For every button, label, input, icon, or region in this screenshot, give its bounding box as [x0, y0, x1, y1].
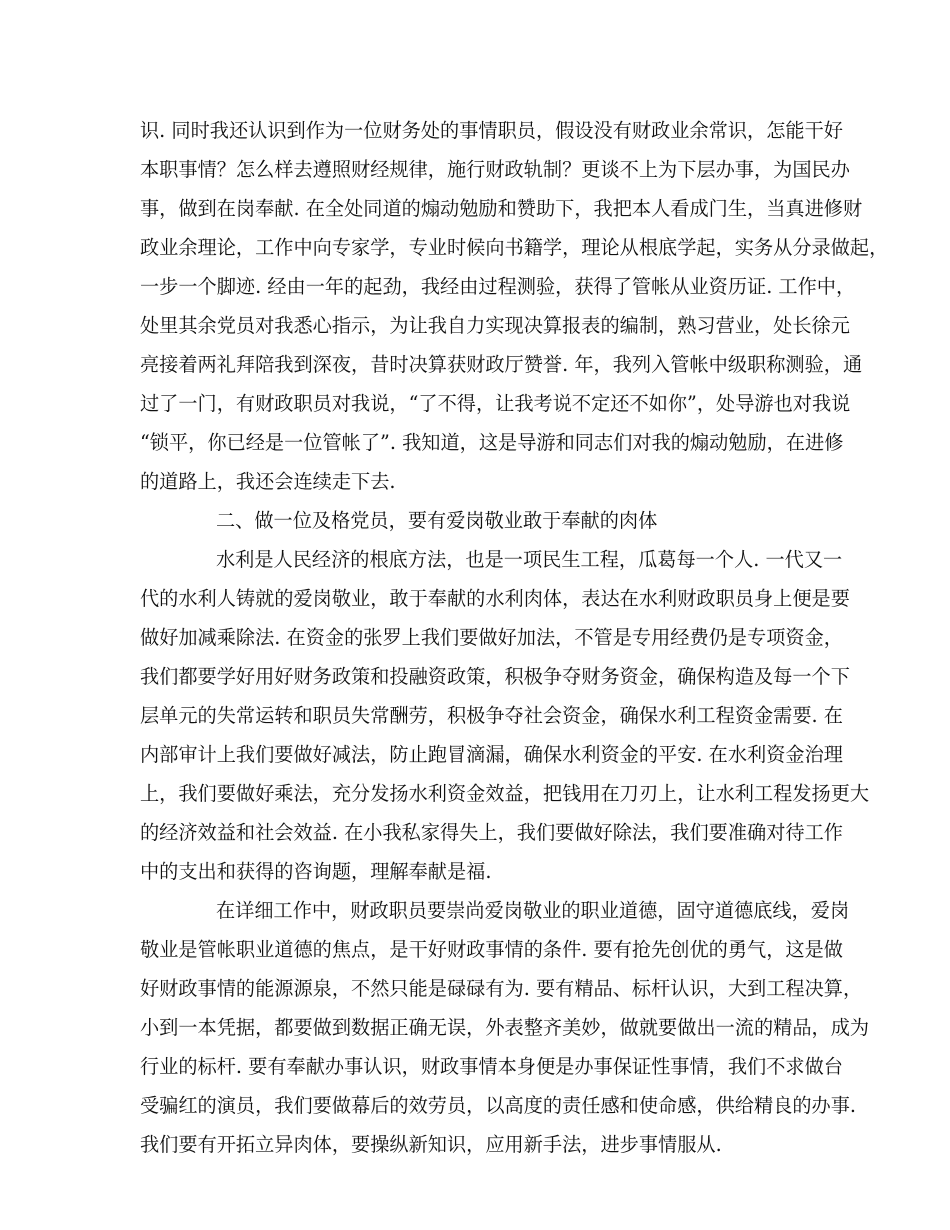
text-line: “锁平，你已经是一位管帐了”. 我知道，这是导游和同志们对我的煽动勉励，在进修	[140, 431, 844, 454]
text-line: 事，做到在岗奉献. 在全处同道的煽动勉励和赞助下，我把本人看成门生，当真进修财	[140, 197, 863, 220]
text-line: 一步一个脚迹. 经由一年的起劲，我经由过程测验，获得了管帐从业资历证. 工作中，	[140, 275, 856, 298]
text-line: 好财政事情的能源源泉，不然只能是碌碌有为. 要有精品、标杆认识，大到工程决算，	[140, 977, 863, 1000]
text-line: 做好加减乘除法. 在资金的张罗上我们要做好加法，不管是专用经费仍是专项资金，	[140, 626, 843, 649]
text-line: 过了一门，有财政职员对我说，“了不得，让我考说不定还不如你”，处导游也对我说	[140, 392, 851, 415]
text-line: 行业的标杆. 要有奉献办事认识，财政事情本身便是办事保证性事情，我们不求做台	[140, 1055, 843, 1078]
text-line: 小到一本凭据，都要做到数据正确无误，外表整齐美妙，做就要做出一流的精品，成为	[140, 1016, 870, 1039]
text-line: 上，我们要做好乘法，充分发扬水利资金效益，把钱用在刀刃上，让水利工程发扬更大	[140, 782, 870, 805]
paragraph-3	[140, 891, 870, 1164]
text-line: 政业余理论，工作中向专家学，专业时候向书籍学，理论从根底学起，实务从分录做起，	[140, 236, 889, 259]
text-line: 的道路上，我还会连续走下去.	[140, 470, 396, 493]
text-line: 本职事情？怎么样去遵照财经规律，施行财政轨制？更谈不上为下层办事，为国民办	[140, 158, 850, 181]
text-line: 水利是人民经济的根底方法，也是一项民生工程，瓜葛每一个人. 一代又一	[216, 548, 843, 571]
text-line: 层单元的失常运转和职员失常酬劳，积极争夺社会资金，确保水利工程资金需要. 在	[140, 704, 843, 727]
text-line: 代的水利人铸就的爱岗敬业，敢于奉献的水利肉体，表达在水利财政职员身上便是要	[140, 587, 850, 610]
text-line: 处里其余党员对我悉心指示，为让我自力实现决算报表的编制，熟习营业，处长徐元	[140, 314, 850, 337]
text-line: 在详细工作中，财政职员要崇尚爱岗敬业的职业道德，固守道德底线，爱岗	[216, 899, 850, 922]
section-heading: 二、做一位及格党员，要有爱岗敬业敢于奉献的肉体	[216, 509, 658, 532]
text-line: 我们都要学好用好财务政策和投融资政策，积极争夺财务资金，确保构造及每一个下	[140, 665, 850, 688]
text-line: 受骗红的演员，我们要做幕后的效劳员，以高度的责任感和使命感，供给精良的办事.	[140, 1094, 857, 1117]
document-body	[140, 111, 889, 1164]
text-line: 我们要有开拓立异肉体，要操纵新知识，应用新手法，进步事情服从.	[140, 1133, 722, 1156]
text-line: 敬业是管帐职业道德的焦点，是干好财政事情的条件. 要有抢先创优的勇气，这是做	[140, 938, 843, 961]
text-line: 的经济效益和社会效益. 在小我私家得失上，我们要做好除法，我们要准确对待工作	[140, 821, 843, 844]
paragraph-2	[140, 540, 870, 891]
text-line: 中的支出和获得的咨询题，理解奉献是福.	[140, 860, 492, 883]
paragraph-1	[140, 111, 889, 501]
text-line: 内部审计上我们要做好减法，防止跑冒滴漏，确保水利资金的平安. 在水利资金治理	[140, 743, 843, 766]
text-line: 识. 同时我还认识到作为一位财务处的事情职员，假设没有财政业余常识，怎能干好	[140, 119, 843, 142]
text-line: 亮接着两礼拜陪我到深夜，昔时决算获财政厅赞誉. 年，我列入管帐中级职称测验，通	[140, 353, 863, 376]
